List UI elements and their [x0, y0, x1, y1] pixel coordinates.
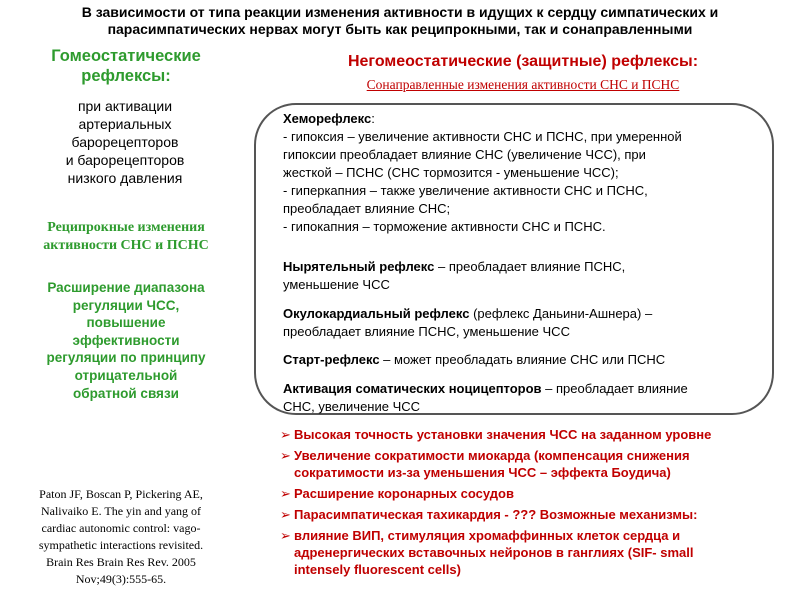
start-reflex-block — [283, 351, 771, 369]
text-line: sympathetic interactions revisited. — [38, 538, 204, 552]
text-line: влияние ВИП, стимуляция хромаффинных клеток сердца и — [294, 528, 681, 543]
arrow-bullet-icon: ➢ — [280, 448, 291, 463]
oculocardiac-line-1 — [283, 305, 771, 323]
diving-reflex-text: – преобладает влияние ПСНС, — [434, 259, 626, 274]
text-line: низкого давления — [67, 170, 183, 186]
text-line: регуляции по принципу — [46, 350, 206, 366]
text-line: гипоксии преобладает влияние СНС (увеличение ЧСС), при — [283, 147, 646, 162]
text-line: сократимости из-за уменьшения ЧСС – эффекта Боудича) — [294, 465, 671, 480]
arrow-bullet-icon: ➢ — [280, 427, 291, 442]
text-line: активности СНС и ПСНС — [43, 238, 209, 253]
text-line: - гиперкапния – также увеличение активности СНС и ПСНС, — [283, 183, 648, 198]
homeostatic-title-line-1: Гомеостатические — [51, 47, 201, 65]
text-line: Высокая точность установки значения ЧСС на заданном уровне — [294, 427, 712, 442]
list-item — [280, 426, 790, 443]
non-homeostatic-title: Негомеостатические (защитные) рефлексы: — [347, 53, 699, 70]
text-line: - гипоксия – увеличение активности СНС и ПСНС, при умеренной — [283, 129, 682, 144]
text-line: повышение — [86, 315, 166, 331]
chemoreflex-colon: : — [371, 111, 375, 126]
arrow-bullet-icon: ➢ — [280, 528, 291, 543]
list-item — [280, 506, 790, 523]
reciprocal-changes — [14, 219, 238, 255]
text-line: эффективности — [72, 332, 180, 348]
text-line: и барорецепторов — [65, 152, 185, 168]
homeostatic-title-line-2: рефлексы: — [81, 67, 171, 85]
nociceptor-line-1 — [283, 380, 771, 398]
arrow-bullet-icon: ➢ — [280, 486, 291, 501]
chemoreflex-block — [283, 110, 771, 236]
chemoreflex-heading — [283, 110, 771, 128]
oculocardiac-text: (рефлекс Даньини-Ашнера) – — [469, 306, 653, 321]
text-line: преобладает влияние СНС; — [283, 201, 451, 216]
diving-reflex-line-1 — [283, 258, 771, 276]
nociceptor-line-2: СНС, увеличение ЧСС — [283, 399, 421, 414]
start-reflex-title: Старт-рефлекс — [283, 352, 380, 367]
arrow-bullet-icon: ➢ — [280, 507, 291, 522]
text-line: - гипокапния – торможение активности СНС и ПСНС. — [283, 219, 606, 234]
list-item — [280, 447, 790, 481]
text-line: Расширение диапазона — [47, 280, 205, 295]
diving-reflex-block — [283, 258, 771, 294]
text-line: cardiac autonomic control: vago- — [41, 521, 201, 535]
list-item — [280, 527, 790, 578]
text-line: Парасимпатическая тахикардия - ??? Возможные механизмы: — [294, 507, 698, 522]
header-line-2: парасимпатических нервах могут быть как реципрокными, так и сонаправленными — [107, 21, 693, 37]
text-line: Nalivaiko E. The yin and yang of — [40, 504, 202, 518]
page-header — [0, 4, 800, 38]
reference-citation — [6, 486, 236, 588]
homeostatic-subtitle — [20, 97, 230, 187]
text-line: Brain Res Brain Res Rev. 2005 — [46, 555, 196, 569]
text-line: барорецепторов — [71, 134, 179, 150]
start-reflex-line — [283, 351, 771, 369]
text-line: Расширение коронарных сосудов — [294, 486, 514, 501]
nociceptor-block — [283, 380, 771, 416]
text-line: артериальных — [78, 116, 172, 132]
chemoreflex-title: Хеморефлекс — [283, 111, 372, 126]
text-line: отрицательной — [74, 367, 178, 383]
text-line: обратной связи — [73, 385, 179, 401]
text-line: Реципрокные изменения — [47, 220, 205, 235]
text-line: жесткой – ПСНС (СНС тормозится - уменьшение ЧСС); — [283, 165, 619, 180]
non-homeostatic-subtitle: Сонаправленные изменения активности СНС и ПСНС — [366, 77, 680, 92]
nociceptor-title: Активация соматических ноцицепторов — [283, 381, 542, 396]
diving-reflex-title: Нырятельный рефлекс — [283, 259, 435, 274]
start-reflex-text: – может преобладать влияние СНС или ПСНС — [379, 352, 666, 367]
oculocardiac-title: Окулокардиальный рефлекс — [283, 306, 470, 321]
text-line: при активации — [77, 98, 173, 114]
range-extension — [12, 279, 240, 402]
diving-reflex-line-2: уменьшение ЧСС — [283, 277, 390, 292]
list-item — [280, 485, 790, 502]
text-line: регуляции ЧСС, — [72, 297, 180, 313]
header-line-1: В зависимости от типа реакции изменения активности в идущих к сердцу симпатических и — [81, 4, 719, 20]
homeostatic-title — [10, 46, 242, 86]
oculocardiac-reflex-block — [283, 305, 771, 341]
text-line: адренергических вставочных нейронов в ганглиях (SIF- small — [294, 545, 694, 560]
text-line: intensely fluorescent cells) — [294, 562, 461, 577]
text-line: Nov;49(3):555-65. — [75, 572, 167, 586]
text-line: Увеличение сократимости миокарда (компенсация снижения — [294, 448, 690, 463]
effects-list — [280, 426, 790, 582]
oculocardiac-line-2: преобладает влияние ПСНС, уменьшение ЧСС — [283, 324, 570, 339]
nociceptor-text: – преобладает влияние — [541, 381, 688, 396]
text-line: Paton JF, Boscan P, Pickering AE, — [39, 487, 203, 501]
